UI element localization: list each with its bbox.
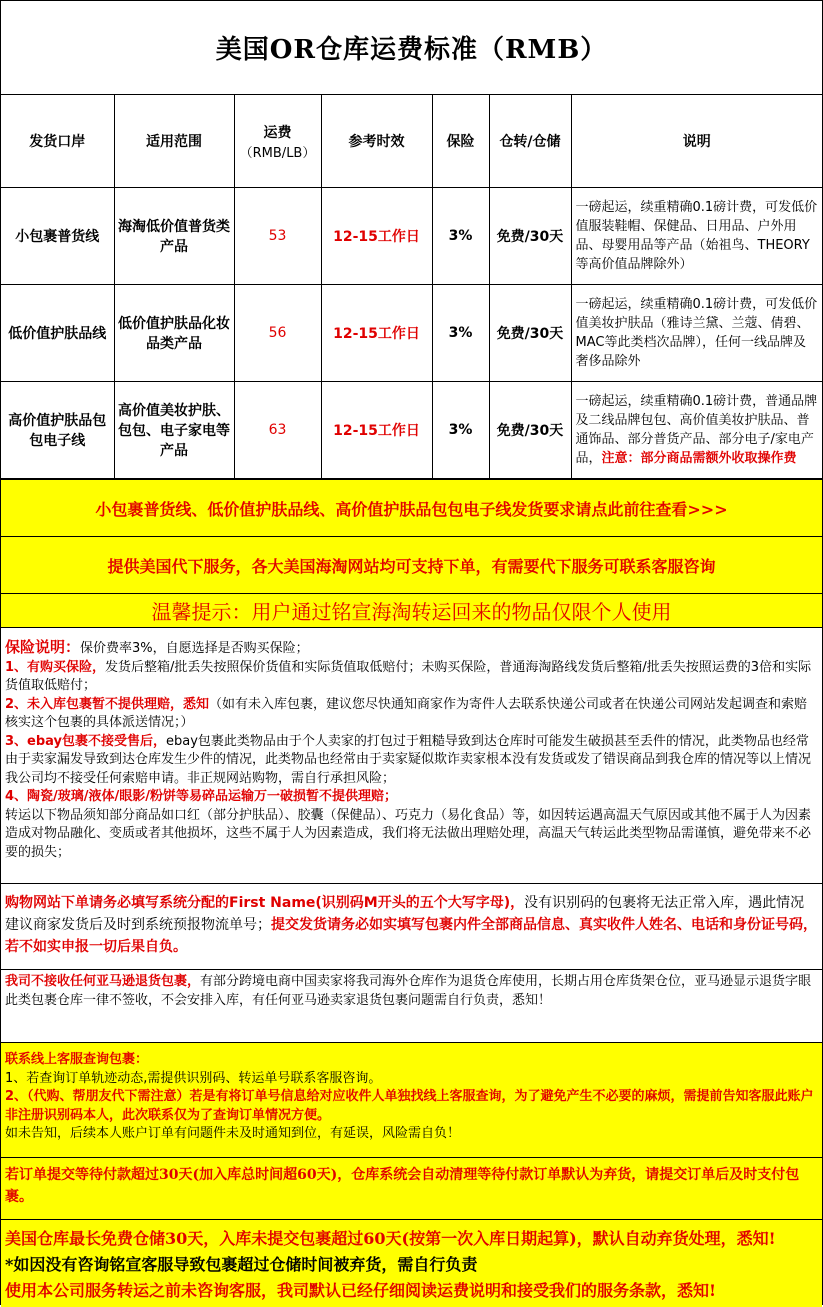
lines-requirements-link[interactable]: 小包裹普货线、低价值护肤品线、高价值护肤品包包电子线发货要求请点此前往查看>>> <box>1 479 822 536</box>
amazon-returns-notice: 我司不接收任何亚马逊退货包裹，有部分跨境电商中国卖家将我司海外仓库作为退货仓库使用，长期占用仓库货架仓位，亚马逊显示退货字眼此类包裹仓库一律不签收，不会安排入库，有任何亚马逊卖家退货包裹问题需自行负责，悉知！ <box>1 969 822 1042</box>
header-time: 参考时效 <box>321 95 432 188</box>
header-notes: 说明 <box>571 95 822 188</box>
row-storage: 免费/30天 <box>489 285 571 382</box>
table-row <box>1 188 822 285</box>
row-price: 56 <box>234 285 321 382</box>
row-storage: 免费/30天 <box>489 188 571 285</box>
row-time: 12-15工作日 <box>321 285 432 382</box>
page-title: 美国OR仓库运费标准（RMB） <box>1 1 822 95</box>
row-insurance: 3% <box>432 188 489 285</box>
insurance-section: 保险说明：保价费率3%，自愿选择是否购买保险； 1、有购买保险，发货后整箱/批丢失按照保价货值和实际货值取低赔付；未购买保险，普通海淘路线发货后整箱/批丢失按照运费的3倍和实际货值取低赔付； 2、未入库包裹暂不提供理赔，悉知（如有未入库包裹，建议您尽快通知商家作为寄件人去联系快递公司或者在快递公司网站发起调查和索赔核实这个包裹的具体派送情况；） 3、ebay包裹不接受售后，ebay包裹此类物品由于个人卖家的打包过于粗糙导致到达仓库时可能发生破损甚至丢件的情况，此类物品也经常由于卖家漏发导致到达仓库发生少件的情况，此类物品也经常由于卖家疑似欺诈卖家根本没有发货或发了错误商品到我仓库的情况等以上情况我公司均不接受任何索赔申请。非正规网站购物，需自行承担风险； 4、陶瓷/玻璃/液体/眼影/粉饼等易碎品运输万一破损暂不提供理赔； 转运以下物品须知部分商品如口红（部分护肤品）、胶囊（保健品）、巧克力（易化食品）等，如因转运遇高温天气原因或其他不属于人为因素造成对物品融化、变质或者其他损坏，这些不属于人为因素造成，我们将无法做出理赔处理，高温天气转运此类型物品需谨慎，避免带来不必要的损失； <box>1 627 822 883</box>
first-name-notice: 购物网站下单请务必填写系统分配的First Name(识别码M开头的五个大写字母)，没有识别码的包裹将无法正常入库，遇此情况建议商家发货后及时到系统预报物流单号；提交发货请务必如实填写包裹内件全部商品信息、真实收件人姓名、电话和身份证号码，若不如实申报一切后果自负。 <box>1 883 822 969</box>
personal-use-banner: 温馨提示：用户通过铭宣海淘转运回来的物品仅限个人使用 <box>1 593 822 627</box>
row-scope: 低价值护肤品化妆品类产品 <box>114 285 234 382</box>
row-desc-warning: 注意：部分商品需额外收取操作费 <box>601 451 797 466</box>
insurance-heading-text: 保价费率3%，自愿选择是否购买保险； <box>80 641 309 656</box>
row-time: 12-15工作日 <box>321 188 432 285</box>
buy-service-banner: 提供美国代下服务，各大美国海淘网站均可支持下单，有需要代下服务可联系客服咨询 <box>1 536 822 593</box>
row-scope: 海淘低价值普货类产品 <box>114 188 234 285</box>
header-storage: 仓转/仓储 <box>489 95 571 188</box>
table-row <box>1 285 822 382</box>
header-scope: 适用范围 <box>114 95 234 188</box>
row-insurance: 3% <box>432 382 489 479</box>
unpaid-order-notice: 若订单提交等待付款超过30天(加入库总时间超60天)，仓库系统会自动清理等待付款订单默认为弃货，请提交订单后及时支付包裹。 <box>1 1157 822 1219</box>
storage-policy-section: 美国仓库最长免费仓储30天，入库未提交包裹超过60天(按第一次入库日期起算)，默认自动弃货处理，悉知! *如因没有咨询铭宣客服导致包裹超过仓储时间被弃货，需自行负责 使用本公司服务转运之前未咨询客服，我司默认已经仔细阅读运费说明和接受我们的服务条款，悉知! <box>1 1219 822 1307</box>
insurance-heading: 保险说明： <box>5 638 81 656</box>
row-scope: 高价值美妆护肤、包包、电子家电等产品 <box>114 382 234 479</box>
header-insurance: 保险 <box>432 95 489 188</box>
header-fee-unit: （RMB/LB） <box>239 145 316 161</box>
header-fee: 运费 （RMB/LB） <box>234 95 321 188</box>
row-port: 高价值护肤品包包电子线 <box>1 382 114 479</box>
contact-support-section: 联系线上客服查询包裹： 1、若查询订单轨迹动态,需提供识别码、转运单号联系客服咨询。 2、（代购、帮朋友代下需注意）若是有将订单号信息给对应收件人单独找线上客服查询，为了避免产生不必要的麻烦，需提前告知客服此账户非注册识别码本人，此次联系仅为了查询订单情况方便。 如未告知，后续本人账户订单有问题件未及时通知到位，有延误，风险需自负！ <box>1 1042 822 1157</box>
row-insurance: 3% <box>432 285 489 382</box>
header-port: 发货口岸 <box>1 95 114 188</box>
row-port: 低价值护肤品线 <box>1 285 114 382</box>
contact-heading: 联系线上客服查询包裹： <box>5 1052 149 1067</box>
row-desc: 一磅起运，续重精确0.1磅计费，可发低价值美妆护肤品（雅诗兰黛、兰蔻、倩碧、MAC等此类档次品牌），任何一线品牌及奢侈品除外 <box>571 285 822 382</box>
row-desc: 一磅起运，续重精确0.1磅计费，普通品牌及二线品牌包包、高价值美妆护肤品、普通饰品、部分普货产品、部分电子/家电产品，注意：部分商品需额外收取操作费 <box>571 382 822 479</box>
row-price: 63 <box>234 382 321 479</box>
rates-table <box>1 95 822 479</box>
row-price: 53 <box>234 188 321 285</box>
row-time: 12-15工作日 <box>321 382 432 479</box>
row-desc: 一磅起运，续重精确0.1磅计费，可发低价值服装鞋帽、保健品、日用品、户外用品、母婴用品等产品（始祖鸟、THEORY等高价值品牌除外） <box>571 188 822 285</box>
row-storage: 免费/30天 <box>489 382 571 479</box>
table-header-row <box>1 95 822 188</box>
table-row <box>1 382 822 479</box>
row-port: 小包裹普货线 <box>1 188 114 285</box>
